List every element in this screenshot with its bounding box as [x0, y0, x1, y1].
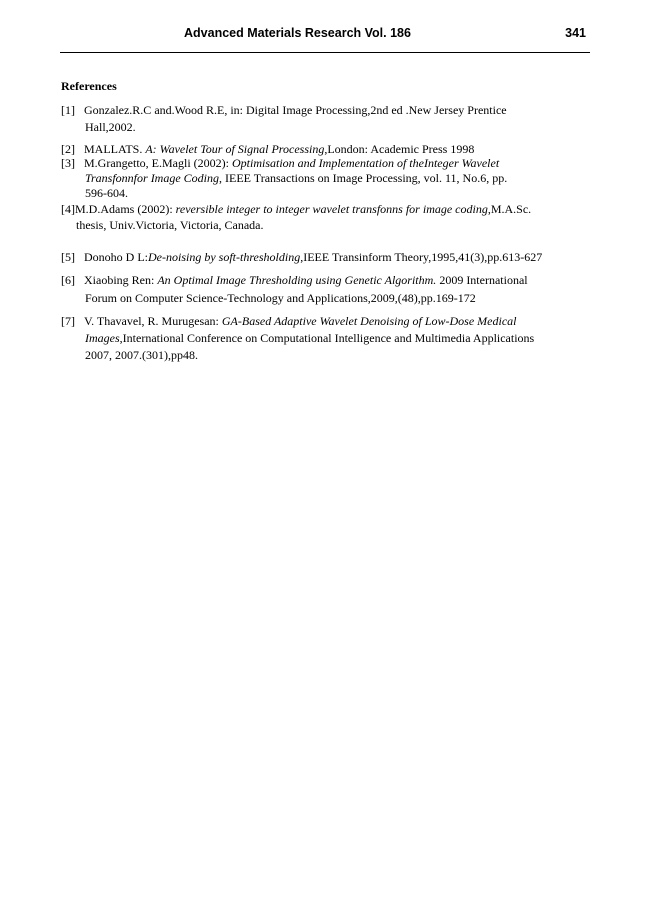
reference-5: [61, 249, 588, 266]
reference-source: ,International Conference on Computational Intelligence and Multimedia Applications: [119, 331, 535, 345]
journal-title: Advanced Materials Research Vol. 186: [184, 26, 411, 40]
reference-source: ,London: Academic Press 1998: [324, 142, 475, 156]
page-header: [60, 22, 590, 53]
reference-title: Optimisation and Implementation of theInteger Wavelet: [231, 156, 500, 170]
reference-source: , IEEE Transactions on Image Processing, vol. 11, No.6, pp.: [219, 171, 508, 185]
reference-source: 2009 International: [436, 273, 528, 287]
reference-authors: M.Grangetto, E.Magli (2002):: [84, 156, 232, 170]
reference-number: [2]: [61, 142, 75, 156]
reference-authors: MALLATS.: [84, 142, 146, 156]
reference-title-continued: Transfonnfor Image Coding: [85, 171, 220, 185]
reference-title: reversible integer to integer wavelet transfonns for image coding: [175, 202, 488, 216]
reference-number: [3]: [61, 156, 75, 170]
page-number: 341: [565, 26, 586, 40]
reference-title: GA-Based Adaptive Wavelet Denoising of Low-Dose Medical: [221, 314, 517, 328]
reference-number: [6]: [61, 273, 75, 287]
reference-source: ,IEEE Transinform Theory,1995,41(3),pp.613-627: [300, 250, 543, 264]
reference-authors: Xiaobing Ren:: [84, 273, 158, 287]
references-heading: References: [61, 79, 117, 93]
reference-authors: V. Thavavel, R. Murugesan:: [84, 314, 222, 328]
reference-authors: M.D.Adams (2002):: [75, 202, 176, 216]
reference-authors: Donoho D L:: [84, 250, 148, 264]
reference-number: [7]: [61, 314, 75, 328]
reference-7: [61, 313, 588, 364]
reference-4: [61, 201, 588, 233]
reference-title: A: Wavelet Tour of Signal Processing: [145, 142, 325, 156]
reference-number: [5]: [61, 250, 75, 264]
reference-pages: 2007, 2007.(301),pp48.: [85, 348, 198, 362]
reference-source: ,M.A.Sc.: [487, 202, 532, 216]
reference-title: De-noising by soft-thresholding: [148, 250, 301, 264]
reference-6: [61, 271, 588, 307]
reference-1: [61, 102, 588, 136]
reference-title: An Optimal Image Thresholding using Genetic Algorithm.: [157, 273, 437, 287]
reference-text-continued: thesis, Univ.Victoria, Victoria, Canada.: [76, 218, 264, 232]
reference-text-continued: Forum on Computer Science-Technology and Applications,2009,(48),pp.169-172: [85, 291, 476, 305]
reference-text-continued: Hall,2002.: [85, 120, 136, 134]
reference-pages: 596-604.: [85, 186, 128, 200]
reference-number: [1]: [61, 103, 75, 117]
reference-3: [61, 156, 588, 201]
reference-number: [4]: [61, 202, 75, 216]
reference-title-continued: Images: [85, 331, 120, 345]
reference-text: Gonzalez.R.C and.Wood R.E, in: Digital Image Processing,2nd ed .New Jersey Prentice: [84, 103, 507, 117]
